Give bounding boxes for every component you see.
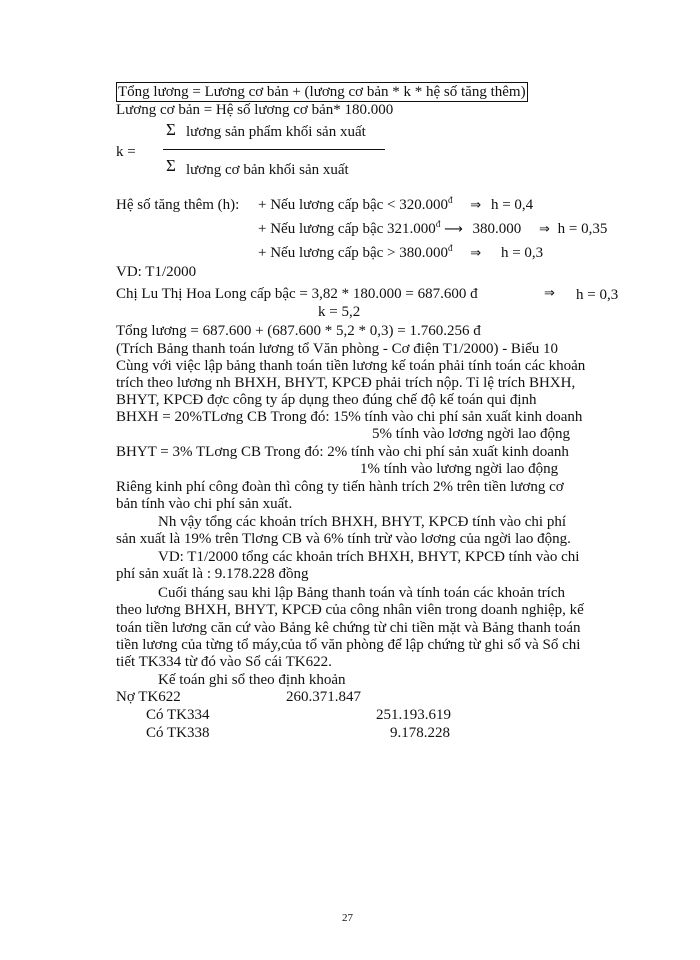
paragraph-line: Cuối tháng sau khi lập Bảng thanh toán và tính toán các khoản trích: [158, 585, 565, 601]
implies-arrow-icon: ⇒: [538, 222, 550, 237]
paragraph-line: phí sản xuất là : 9.178.228 đồng: [116, 566, 309, 582]
paragraph-line: theo lương BHXH, BHYT, KPCĐ của công nhân viên trong doanh nghiệp, kế: [116, 602, 584, 618]
paragraph-line: BHYT, KPCĐ đợc công ty áp dụng theo đúng chế độ kế toán qui định: [116, 392, 537, 408]
paragraph-line: trích theo lương nh BHXH, BHYT, KPCĐ phải trích nộp. Tỉ lệ trích BHXH,: [116, 375, 576, 391]
paragraph-line: toán tiền lương căn cứ vào Bảng kê chứng từ chi tiền mặt và Bảng thanh toán: [116, 620, 581, 636]
formula-total-salary: Tổng lương = Lương cơ bản + (lương cơ bản * k * hệ số tăng thêm): [118, 84, 526, 100]
implies-arrow-icon: ⇒: [470, 246, 482, 261]
source-note: (Trích Bảng thanh toán lương tổ Văn phòng - Cơ điện T1/2000) - Biểu 10: [116, 341, 559, 357]
bhyt-line-2: 1% tính vào lương ngời lao động: [360, 461, 559, 477]
coef-row-2: + Nếu lương cấp bậc $321.000^đ$ ⟶ 380.000 ⇒ h = 0,35: [258, 219, 608, 237]
example-h-value: h = 0,3: [576, 287, 619, 303]
long-arrow-icon: ⟶: [444, 222, 463, 237]
journal-credit2-amount: 9.178.228: [390, 725, 450, 741]
example-person: Chị Lu Thị Hoa Long cấp bậc = 3,82 * 180.000 = 687.600 đ: [116, 286, 478, 302]
example-label: VD: T1/2000: [116, 264, 197, 280]
sigma-denominator: Σ: [166, 156, 176, 175]
coef-row-1: + Nếu lương cấp bậc < $320.000^đ$ ⇒ h = 0,4: [258, 195, 534, 213]
paragraph-line: Cùng với việc lập bảng thanh toán tiền lương kế toán phải tính toán các khoản: [116, 358, 586, 374]
journal-credit2-account: Có TK338: [146, 725, 210, 741]
implies-arrow-icon: ⇒: [470, 198, 482, 213]
k-denominator: lương cơ bản khối sản xuất: [186, 162, 349, 178]
journal-credit1-account: Có TK334: [146, 707, 210, 723]
paragraph-line: VD: T1/2000 tổng các khoản trích BHXH, BHYT, KPCĐ tính vào chi: [158, 549, 580, 565]
page-number: 27: [342, 912, 353, 924]
journal-credit1-amount: 251.193.619: [376, 707, 451, 723]
example-k-value: k = 5,2: [318, 304, 361, 320]
implies-arrow-icon: ⇒: [544, 286, 555, 301]
paragraph-line: tiết TK334 từ đó vào Sổ cái TK622.: [116, 654, 332, 670]
sigma-numerator: Σ: [166, 120, 176, 139]
journal-debit-amount: 260.371.847: [286, 689, 361, 705]
coef-label: Hệ số tăng thêm (h):: [116, 197, 240, 213]
paragraph-line: Nh vậy tổng các khoản trích BHXH, BHYT, KPCĐ tính vào chi phí: [158, 514, 566, 530]
example-total: Tổng lương = 687.600 + (687.600 * 5,2 * 0,3) = 1.760.256 đ: [116, 323, 481, 339]
paragraph-line: Kế toán ghi sổ theo định khoản: [158, 672, 346, 688]
journal-debit-account: Nợ TK622: [116, 689, 181, 705]
bhyt-line: BHYT = 3% TLơng CB Trong đó: 2% tính vào chi phí sản xuất kinh doanh: [116, 444, 569, 460]
fraction-bar: [163, 149, 385, 150]
k-label: k =: [116, 144, 136, 160]
paragraph-line: Riêng kinh phí công đoàn thì công ty tiến hành trích 2% trên tiền lương cơ: [116, 479, 564, 495]
paragraph-line: bản tính vào chi phí sản xuất.: [116, 496, 293, 512]
paragraph-line: sản xuất là 19% trên Tlơng CB và 6% tính trừ vào lơơng của ngời lao động.: [116, 531, 571, 547]
bhxh-line: BHXH = 20%TLơng CB Trong đó: 15% tính vào chi phí sản xuất kinh doanh: [116, 409, 583, 425]
k-numerator: lương sản phẩm khối sản xuất: [186, 124, 366, 140]
coef-row-3: + Nếu lương cấp bậc > $380.000^đ$ ⇒ h = 0,3: [258, 243, 544, 261]
bhxh-line-2: 5% tính vào lơơng ngời lao động: [372, 426, 570, 442]
formula-base-salary: Lương cơ bản = Hệ số lương cơ bản* 180.000: [116, 102, 394, 118]
paragraph-line: tiền lương của từng tổ máy,của tổ văn phòng để lập chứng từ ghi sổ và Sổ chi: [116, 637, 581, 653]
